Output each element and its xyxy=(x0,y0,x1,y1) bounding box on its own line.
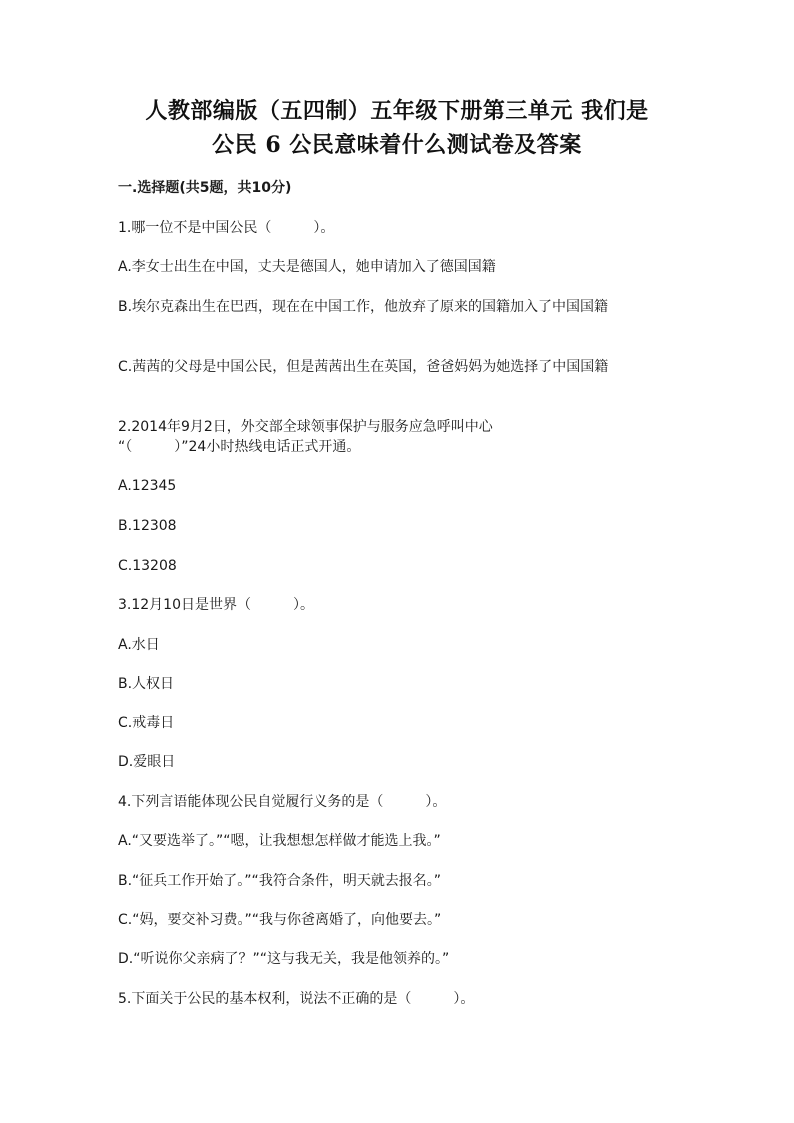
question-1-option-b: B.埃尔克森出生在巴西，现在在中国工作，他放弃了原来的国籍加入了中国国籍 xyxy=(118,299,609,315)
question-4-option-b: B.“征兵工作开始了。”“我符合条件，明天就去报名。” xyxy=(118,873,442,889)
question-2-option-a: A.12345 xyxy=(118,478,177,494)
question-1-stem: 1.哪一位不是中国公民（ ）。 xyxy=(118,220,335,236)
question-1-option-a: A.李女士出生在中国，丈夫是德国人，她申请加入了德国国籍 xyxy=(118,259,496,275)
document-title-line-1: 人教部编版（五四制）五年级下册第三单元 我们是 xyxy=(145,98,649,124)
question-4-option-a: A.“又要选举了。”“嗯，让我想想怎样做才能选上我。” xyxy=(118,833,441,849)
question-3-option-b: B.人权日 xyxy=(118,676,175,692)
question-2-stem-line-2: “（ ）”24小时热线电话正式开通。 xyxy=(118,439,361,455)
document-title-line-2: 公民 6 公民意味着什么测试卷及答案 xyxy=(212,132,582,158)
question-4-option-d: D.“听说你父亲病了？”“这与我无关，我是他领养的。” xyxy=(118,951,450,967)
question-3-stem: 3.12月10日是世界（ ）。 xyxy=(118,597,314,613)
question-3-option-d: D.爱眼日 xyxy=(118,754,176,770)
question-4-stem: 4.下列言语能体现公民自觉履行义务的是（ ）。 xyxy=(118,794,447,810)
question-2-stem-line-1: 2.2014年9月2日，外交部全球领事保护与服务应急呼叫中心 xyxy=(118,419,493,435)
question-3-option-a: A.水日 xyxy=(118,637,160,653)
question-5-stem: 5.下面关于公民的基本权利，说法不正确的是（ ）。 xyxy=(118,991,475,1007)
question-4-option-c: C.“妈，要交补习费。”“我与你爸离婚了，向他要去。” xyxy=(118,912,442,928)
question-3-option-c: C.戒毒日 xyxy=(118,715,175,731)
question-2-option-c: C.13208 xyxy=(118,558,177,574)
section-heading: 一.选择题(共5题，共10分) xyxy=(118,180,292,196)
question-1-option-c: C.茜茜的父母是中国公民，但是茜茜出生在英国，爸爸妈妈为她选择了中国国籍 xyxy=(118,359,609,375)
question-2-option-b: B.12308 xyxy=(118,518,177,534)
